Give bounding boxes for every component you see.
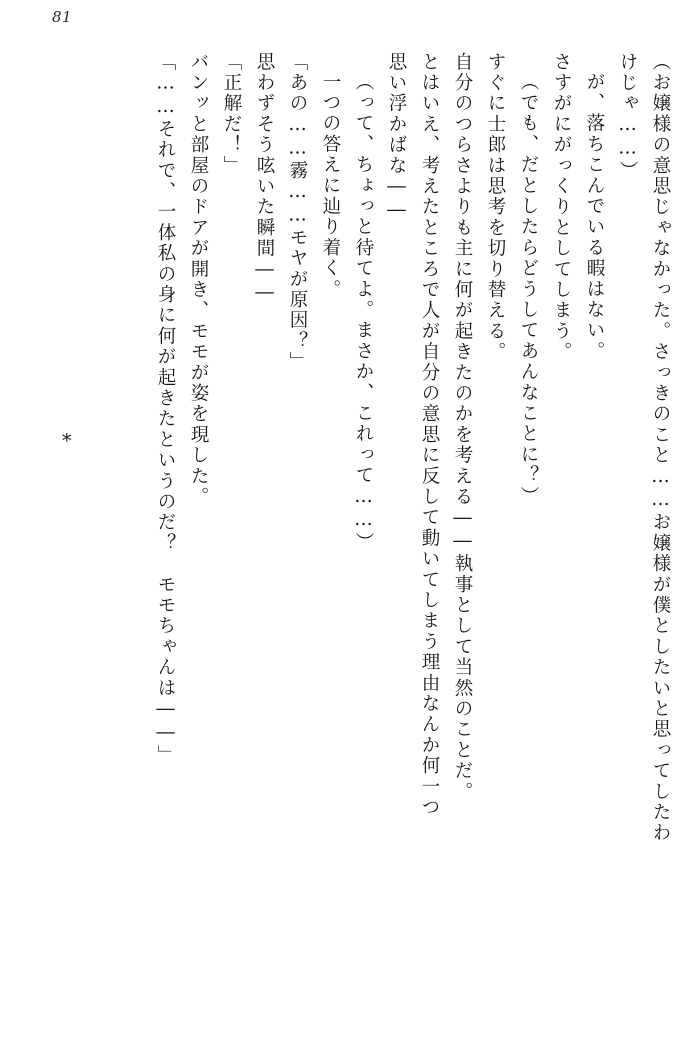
text-line: バンッと部屋のドアが開き、モモが姿を現した。 [188,52,209,508]
page-number: 81 [52,8,73,26]
section-break-asterisk: * [62,430,72,452]
text-line: 「……それで、一体私の身に何が起きたというのだ？ モモちゃんは――」 [155,52,176,766]
text-line: さすがにがっくりとしてしまう。 [551,52,572,363]
text-line: すぐに士郎は思考を切り替える。 [485,52,506,363]
text-line: とはいえ、考えたところで人が自分の意思に反して動いてしまう理由なんか何一つ [419,52,440,818]
text-line: （お嬢様の意思じゃなかった。さっきのこと……お嬢様が僕としたいと思ってしたわ [650,52,671,844]
text-line: （でも、だとしたらどうしてあんなことに？） [518,72,539,507]
text-line: が、落ちこんでいる暇はない。 [584,72,605,362]
text-line: 自分のつらさよりも主に何が起きたのかを考える――執事として当然のことだ。 [452,52,473,803]
text-line: けじゃ……） [617,52,638,182]
vertical-text-body [24,52,669,982]
text-line: 思わずそう呟いた瞬間―― [254,52,275,306]
text-line: 一つの答えに辿り着く。 [320,72,341,300]
text-line: 思い浮かばな―― [386,52,407,223]
text-line: 「あの……霧……モヤが原因？」 [287,52,308,373]
text-line: （って、ちょっと待てよ。まさか、これって……） [353,72,374,554]
text-line: 「正解だ！」 [221,52,242,177]
